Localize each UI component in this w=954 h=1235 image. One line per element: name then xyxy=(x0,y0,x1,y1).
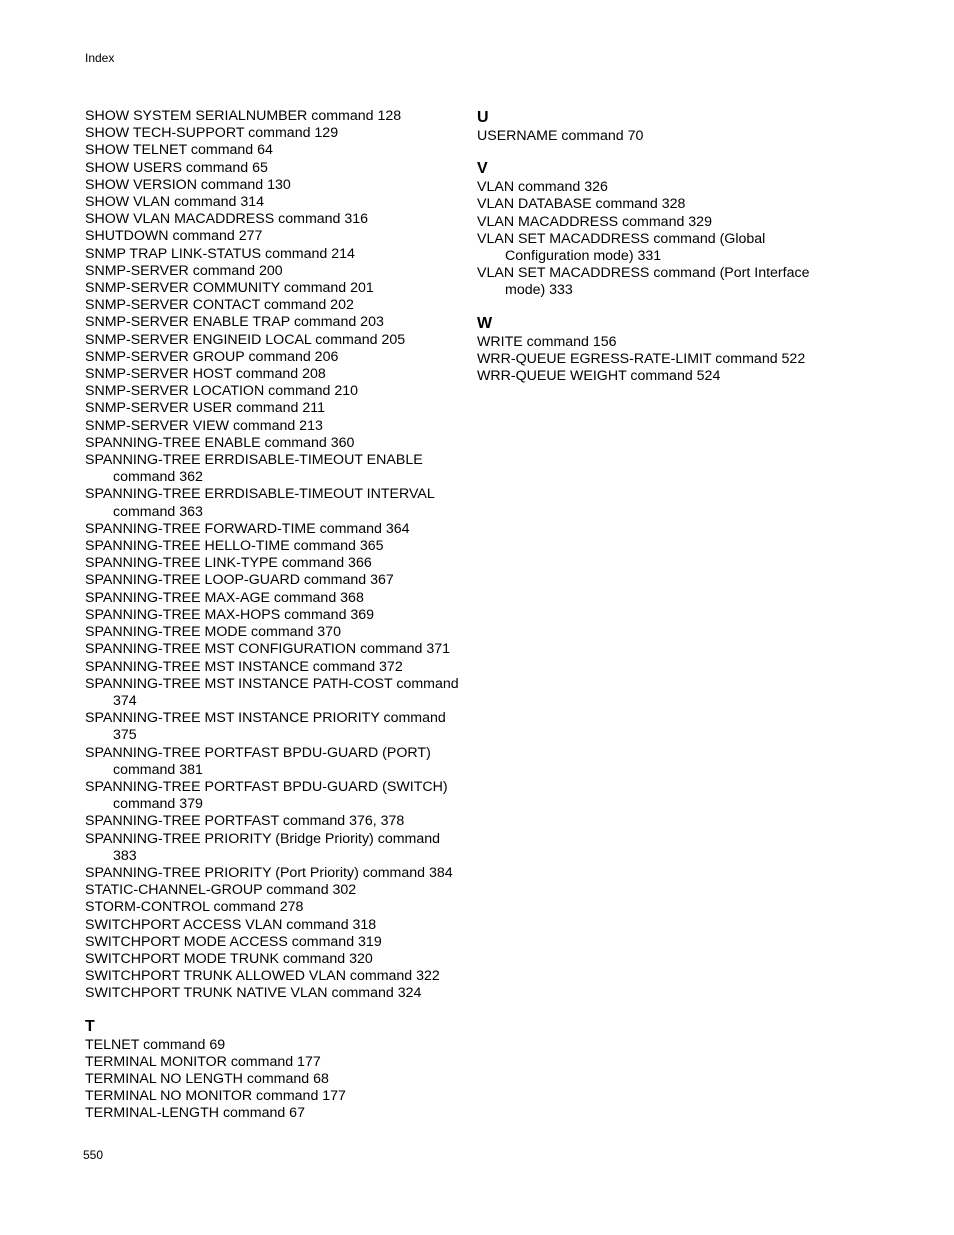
index-entry: SWITCHPORT MODE ACCESS command 319 xyxy=(85,933,382,950)
index-entry: SNMP TRAP LINK-STATUS command 214 xyxy=(85,245,355,262)
index-entry: SHOW TELNET command 64 xyxy=(85,142,273,159)
index-entry: SWITCHPORT ACCESS VLAN command 318 xyxy=(85,916,377,933)
index-entry: SPANNING-TREE MST CONFIGURATION command 371 xyxy=(85,641,450,658)
index-entry: SNMP-SERVER ENABLE TRAP command 203 xyxy=(85,314,384,331)
index-entry: SPANNING-TREE ERRDISABLE-TIMEOUT INTERVAL command 363 xyxy=(85,486,435,520)
index-section xyxy=(477,108,817,145)
index-entry: SNMP-SERVER command 200 xyxy=(85,262,283,279)
index-entry: SPANNING-TREE PORTFAST BPDU-GUARD (SWITCH) command 379 xyxy=(85,778,448,813)
index-entry: SPANNING-TREE HELLO-TIME command 365 xyxy=(85,538,384,555)
index-entry: SHOW VLAN MACADDRESS command 316 xyxy=(85,211,369,228)
index-section xyxy=(85,1017,465,1123)
index-entry: SPANNING-TREE ENABLE command 360 xyxy=(85,434,355,451)
index-entry: WRITE command 156 xyxy=(477,333,617,350)
index-entry: VLAN SET MACADDRESS command (Port Interface mode) 333 xyxy=(477,265,810,299)
index-entry: SHOW VLAN command 314 xyxy=(85,194,264,211)
index-entry: SNMP-SERVER GROUP command 206 xyxy=(85,348,339,365)
index-entry: SHOW TECH-SUPPORT command 129 xyxy=(85,125,339,142)
index-entry: VLAN command 326 xyxy=(477,179,608,196)
index-entry: SPANNING-TREE PORTFAST command 376, 378 xyxy=(85,813,405,830)
section-letter: T xyxy=(85,1017,95,1035)
index-entry: SNMP-SERVER LOCATION command 210 xyxy=(85,383,359,400)
index-entry: SNMP-SERVER ENGINEID LOCAL command 205 xyxy=(85,331,406,348)
index-entry: USERNAME command 70 xyxy=(477,128,644,144)
index-entry: SPANNING-TREE LOOP-GUARD command 367 xyxy=(85,572,394,589)
index-entry: SNMP-SERVER CONTACT command 202 xyxy=(85,297,354,314)
index-section xyxy=(477,314,817,386)
index-entry: WRR-QUEUE WEIGHT command 524 xyxy=(477,368,721,385)
index-entry: SPANNING-TREE MST INSTANCE PATH-COST command 374 xyxy=(85,675,459,709)
index-section xyxy=(477,159,817,299)
index-entry: SPANNING-TREE PRIORITY (Bridge Priority) command 383 xyxy=(85,830,441,864)
index-entry: SNMP-SERVER USER command 211 xyxy=(85,400,325,417)
index-entry: SPANNING-TREE MAX-HOPS command 369 xyxy=(85,606,375,623)
index-entry: TERMINAL NO MONITOR command 177 xyxy=(85,1088,346,1105)
index-entry: TELNET command 69 xyxy=(85,1036,226,1053)
index-entry: SNMP-SERVER COMMUNITY command 201 xyxy=(85,280,374,297)
section-letter: V xyxy=(477,160,488,178)
index-entry: SPANNING-TREE PRIORITY (Port Priority) command 384 xyxy=(85,864,453,881)
index-entry: SHOW USERS command 65 xyxy=(85,159,268,176)
page-number: 550 xyxy=(83,1148,104,1162)
index-entry: SWITCHPORT TRUNK NATIVE VLAN command 324 xyxy=(85,985,422,1002)
index-entry: SPANNING-TREE ERRDISABLE-TIMEOUT ENABLE command 362 xyxy=(85,452,423,486)
index-entry: VLAN MACADDRESS command 329 xyxy=(477,213,712,230)
section-letter: W xyxy=(477,314,493,332)
index-entry: WRR-QUEUE EGRESS-RATE-LIMIT command 522 xyxy=(477,350,806,367)
index-entry: SPANNING-TREE LINK-TYPE command 366 xyxy=(85,555,372,572)
index-entry: SPANNING-TREE MST INSTANCE command 372 xyxy=(85,658,403,675)
index-entry: STATIC-CHANNEL-GROUP command 302 xyxy=(85,882,357,899)
index-entry: SNMP-SERVER HOST command 208 xyxy=(85,366,326,383)
index-entry: SWITCHPORT TRUNK ALLOWED VLAN command 322 xyxy=(85,968,440,985)
index-entry: SPANNING-TREE MODE command 370 xyxy=(85,624,341,641)
index-entry: SWITCHPORT MODE TRUNK command 320 xyxy=(85,950,373,967)
index-entry: SPANNING-TREE FORWARD-TIME command 364 xyxy=(85,520,410,537)
index-column-right xyxy=(477,108,817,399)
index-entry: TERMINAL-LENGTH command 67 xyxy=(85,1105,305,1122)
index-entry: SHOW VERSION command 130 xyxy=(85,176,291,193)
index-entry: STORM-CONTROL command 278 xyxy=(85,899,304,916)
index-entry: TERMINAL NO LENGTH command 68 xyxy=(85,1070,329,1087)
index-entry: SNMP-SERVER VIEW command 213 xyxy=(85,417,323,434)
index-entry: VLAN SET MACADDRESS command (Global Configuration mode) 331 xyxy=(477,230,766,265)
index-column-left xyxy=(85,108,465,1137)
index-entry: VLAN DATABASE command 328 xyxy=(477,196,686,213)
index-entry: TERMINAL MONITOR command 177 xyxy=(85,1053,321,1070)
index-entry: SPANNING-TREE MST INSTANCE PRIORITY command 375 xyxy=(85,710,446,744)
index-entry: SHUTDOWN command 277 xyxy=(85,228,263,245)
running-head: Index xyxy=(85,51,115,65)
index-section xyxy=(85,108,465,1003)
index-entry: SPANNING-TREE MAX-AGE command 368 xyxy=(85,589,364,606)
index-entry: SHOW SYSTEM SERIALNUMBER command 128 xyxy=(85,108,402,124)
index-entry: SPANNING-TREE PORTFAST BPDU-GUARD (PORT) command 381 xyxy=(85,744,431,778)
section-letter: U xyxy=(477,109,489,126)
